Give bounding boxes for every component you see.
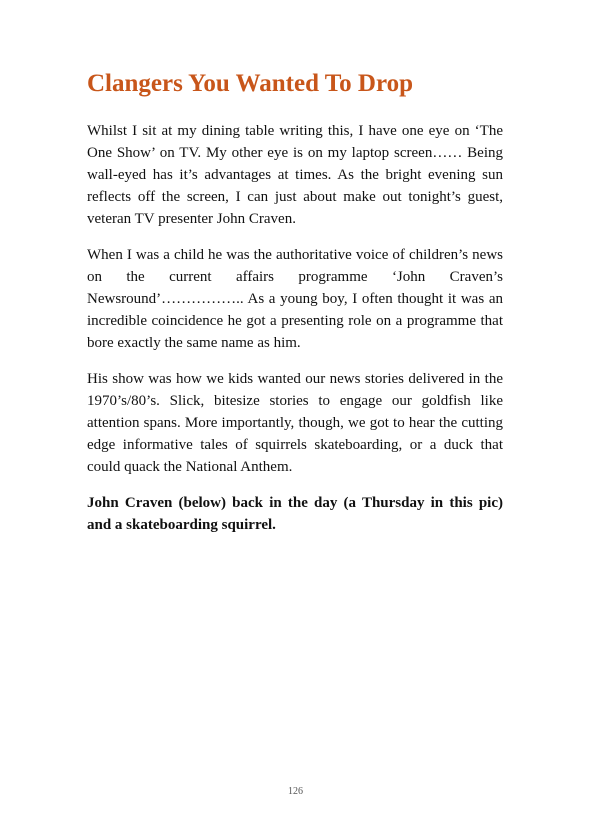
page-number: 126: [288, 786, 303, 797]
paragraph-1: Whilst I sit at my dining table writing this, I have one eye on ‘The One Show’ on TV. My other eye is on my laptop screen…… Being wall-eyed has it’s advantages at times. As the bright evening sun reflects off the screen, I can just about make out tonight’s guest, veteran TV presenter John Craven.: [87, 123, 503, 227]
body-text: [87, 120, 503, 550]
paragraph-2: When I was a child he was the authoritative voice of children’s news on the current affairs programme ‘John Craven’s Newsround’…………….. As a young boy, I often thought it was an incredible coincidence he got a presenting role on a programme that bore exactly the same name as him.: [87, 247, 503, 351]
page-title: Clangers You Wanted To Drop: [87, 70, 414, 97]
paragraph-3: His show was how we kids wanted our news stories delivered in the 1970’s/80’s. Slick, bitesize stories to engage our goldfish like attention spans. More importantly, though, we got to hear the cutting edge informative tales of squirrels skateboarding, or a duck that could quack the National Anthem.: [87, 371, 503, 475]
image-caption: John Craven (below) back in the day (a Thursday in this pic) and a skateboarding squirrel.: [87, 495, 503, 533]
